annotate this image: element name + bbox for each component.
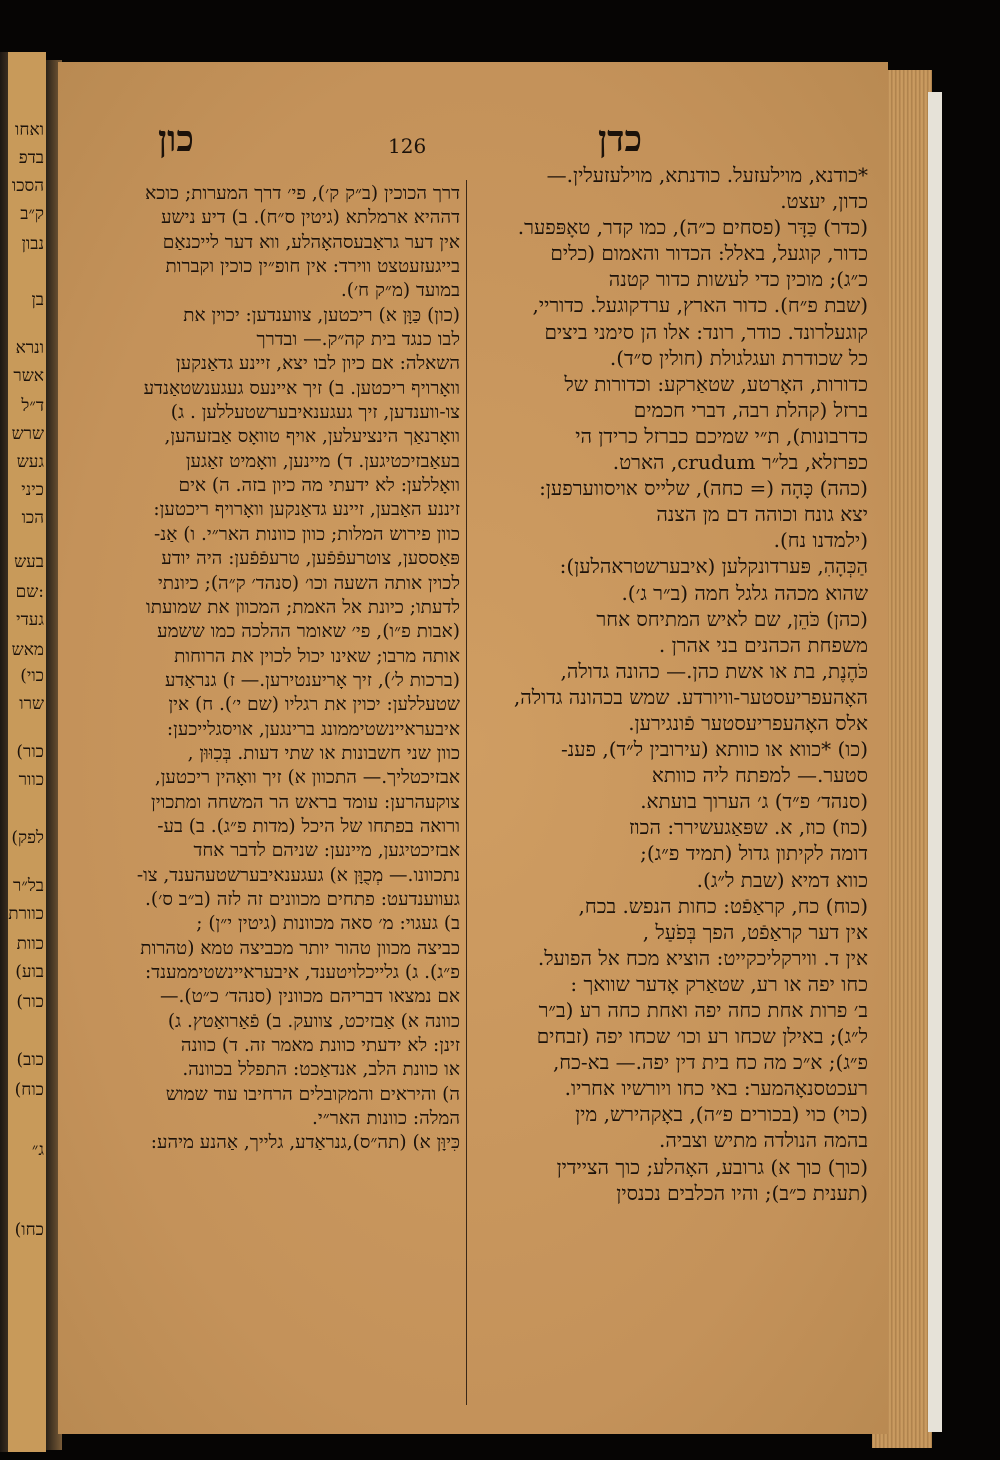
- previous-page-fragment: (כור: [16, 992, 44, 1012]
- text-line: (כון) כַּוָּן א) ריכטען, צווענדען: יכוין את: [183, 304, 460, 326]
- previous-page-fragment: הסכו: [11, 176, 44, 196]
- text-line: (כו) *כווא או כוותא (עירובין ל״ד), פענ-: [560, 737, 868, 762]
- right-column: [476, 162, 868, 1206]
- previous-page-fragment: ונרא: [15, 338, 44, 358]
- text-line: וואָרנאַך הינציעלען, אויף טוואָס אַבזעהען,: [164, 426, 460, 448]
- text-line: אותה מרבו; שאינו יכול לכוין את הרוחות: [174, 645, 460, 667]
- text-line: ברזל (קהלת רבה, דברי חכמים: [633, 397, 868, 422]
- text-line: כִּיוָּן א) (תה״ס),גנראַדע, גלייך, אַהנע מיהע:: [150, 1132, 460, 1154]
- text-line: (כהה) כָּהָה (= כחה), שלייס אויסווערפען:: [539, 476, 868, 501]
- text-line: דרך הכוכין (ב״ק ק׳), פי׳ דרך המערות; כוכא: [145, 183, 460, 204]
- text-line: *כודנא, מוילעזעל. כודנתא, מוילעזעלין.—: [546, 163, 868, 187]
- previous-page-fragment: ק״ב: [20, 204, 44, 224]
- previous-page-fragment: ג״: [31, 1140, 44, 1160]
- text-line: פּאַססען, צוטרעפֿפֿען, טרעפֿפֿען: היה יודע: [161, 548, 460, 570]
- text-line: משפחת הכהנים בני אהרן .: [658, 632, 868, 657]
- text-line: כביצה מכוון טהור יותר מכביצה טמא (טהרות: [140, 937, 460, 959]
- text-line: הַכְּהָהִ, פּערדונקלען (איבערשטראהלען):: [559, 554, 868, 579]
- previous-page-fragment: מאש: [11, 640, 44, 660]
- previous-page-fragment: ד״ל: [21, 396, 44, 416]
- text-line: המלה: כוונות האר״י.: [311, 1108, 460, 1130]
- previous-page-fragment: שרש: [11, 424, 44, 444]
- previous-page-fragment: בעש: [14, 552, 44, 572]
- text-line: אין ד. ווירקליכקייט: הוציא מכח אל הפועל.: [537, 945, 868, 970]
- previous-page-fragment: אשר: [13, 366, 44, 386]
- text-line: געווענדעט: פתחים מכוונים זה לזה (ב״ב ס׳).: [144, 888, 460, 910]
- text-line: וואָללען: לא ידעתי מה כיון בזה. ה) אים: [178, 475, 460, 497]
- text-line: (כדר) כַּדָּר (פסחים כ״ה), כמו קדר, טאָפּפער.: [517, 215, 868, 240]
- previous-page-fragment: (לפק: [11, 828, 44, 848]
- text-line: או כוונת הלב, אנדאַכט: התפלל בכוונה.: [182, 1059, 460, 1081]
- text-line: (ברכות ל׳), זיך אָריענטירען.— ז) גנראַדע: [164, 669, 460, 691]
- text-line: כווא דמיא (שבת ל״ג).: [696, 867, 868, 892]
- text-line: אבזיכטליך.— התכוון א) זיך וואָהין ריכטען,: [154, 767, 460, 789]
- previous-page-fragment: (כוי: [20, 666, 44, 686]
- text-line: רעכטסנאָהמער: באי כחו ויורשיו אחריו.: [564, 1076, 868, 1101]
- text-line: פ״ג); א״כ מה כח בית דין יפה.— בא-כח,: [552, 1050, 868, 1075]
- text-line: קוגעלרונד. כודר, רונד: אלו הן סימני ביצים: [544, 319, 868, 344]
- previous-page-fragment: כוור: [18, 770, 44, 790]
- text-line: איבעראיינשטיממונג ברינגען, אויסגלייכען:: [166, 718, 460, 740]
- text-line: (ילמדנו נח).: [773, 528, 868, 553]
- text-line: כוון שני חשבונות או שתי דעות. בְּכִוּוּן ,: [187, 742, 460, 764]
- text-line: (שבת פ״ח). כדור הארץ, ערדקוגעל. כדוריי,: [532, 293, 868, 318]
- text-line: אם נמצאו דבריהם מכוונין (סנהד׳ כ״ט).—: [160, 986, 460, 1008]
- text-line: סטער.— למפתח ליה כוותא: [651, 763, 868, 788]
- previous-page-fragment: בדפ: [18, 148, 44, 168]
- text-line: כֹּהֶנֶת, בת או אשת כהן.— כהונה גדולה,: [560, 658, 868, 683]
- right-running-head: כדן: [598, 118, 643, 160]
- text-line: (כוי) כוי (בכורים פ״ה), באָקהירש, מין: [575, 1102, 868, 1127]
- text-line: (כהן) כֹּהֵן, שם לאיש המתיחס אחר: [596, 606, 868, 631]
- previous-page-fragment: (בוע: [15, 962, 44, 982]
- previous-page-fragment: ואחו: [15, 120, 44, 140]
- text-line: בייגעזעטצט ווירד: אין חופ״ין כוכין וקברות: [165, 256, 460, 278]
- text-line: לדעתו; כיונת אל האמת; המכוון את שמועתו: [146, 596, 460, 618]
- text-line: שטעללען: יכוין את רגליו (שם י׳). ח) אין: [168, 694, 460, 716]
- book-cover-edge: [928, 92, 942, 1432]
- previous-page-fragment: בל״ר: [13, 876, 44, 896]
- text-line: (תענית כ״ב); והיו הכלבים נכנסין: [616, 1180, 868, 1205]
- previous-page-fragment: שם:: [15, 582, 44, 602]
- text-line: צוקעהרען: עומד בראש הר המשחה ומתכוין: [151, 791, 460, 813]
- text-line: צו-ווענדען, זיך געגענאיבערשטעללען . ג): [170, 402, 460, 424]
- text-line: כל שכודרת ועגלגולת (חולין ס״ד).: [609, 345, 868, 370]
- previous-page-fragment: (כוח: [14, 1080, 44, 1100]
- text-line: כחו יפה או רע, שטאַרק אָדער שוואך :: [570, 971, 868, 996]
- left-column: [72, 182, 460, 1156]
- text-line: (כוח) כח, קראַפֿט: כחות הנפש. בכח,: [578, 893, 868, 918]
- text-line: כדורות, האָרטע, שטאַרקע: וכדורות של: [564, 371, 868, 396]
- previous-page-fragment: הכו: [21, 508, 44, 528]
- text-line: כדור, קוגעל, באלל: הכדור והאמום (כלים: [550, 241, 868, 266]
- text-line: פ״ג). ג) גלייכלויטענד, איבעראיינשטיממענד:: [145, 962, 460, 983]
- text-line: האָהעפריעסטער-וויורדע. שמש בכהונה גדולה,: [513, 684, 868, 709]
- text-line: יצא גונח וכוהה דם מן הצנה: [656, 502, 868, 527]
- previous-page-fragment: (כחו: [14, 1220, 44, 1240]
- previous-page-fragment: (כור: [16, 742, 44, 762]
- text-line: (אבות פ״ו), פי׳ שאומר ההלכה כמו ששמע: [157, 621, 460, 643]
- previous-page-fragment: בן: [31, 290, 44, 310]
- text-line: אין דער קראַפֿט, הפך בְּפֹעַל ,: [642, 919, 868, 944]
- text-line: ל״ג); באילן שכחו רע וכו׳ שכחו יפה (זבחים: [536, 1024, 868, 1049]
- previous-page-strip: [0, 52, 46, 1452]
- text-line: במועד (מ״ק ח׳).: [340, 280, 460, 302]
- text-line: כדון, יעצט.: [780, 189, 868, 214]
- text-line: כפרזלא, בל״ר crudum, הארט.: [612, 450, 868, 475]
- text-line: ב׳ פרות אחת כחה יפה ואחת כחה רע (ב״ר: [538, 998, 868, 1022]
- previous-page-fragment: געדי: [16, 610, 44, 630]
- book-page: [58, 62, 888, 1434]
- text-line: כוונה א) אַבזיכט, צוועק. ב) פֿאַרואַטץ. ג): [167, 1010, 460, 1032]
- text-line: לבו כנגד בית קה״ק.— ובדרך: [256, 329, 460, 351]
- text-line: זינן: לא ידעתי כוונת מאמר זה. ד) כוונה: [180, 1035, 460, 1057]
- text-line: ורואה בפתחו של היכל (מדות פ״ג). ב) בע-: [157, 815, 460, 837]
- previous-page-fragment: געש: [16, 452, 44, 472]
- text-line: שהוא מכהה גלגל חמה (ב״ר ג׳).: [621, 580, 868, 605]
- text-line: בהמה הנולדה מתיש וצביה.: [659, 1128, 868, 1153]
- previous-page-fragment: (כוב: [16, 1050, 44, 1070]
- text-line: (כוך) כוך א) גרובע, האָהלע; כוך הציידין: [556, 1154, 868, 1179]
- text-line: כדרבונות), ת״י שמיכם כברזל כרידן הי: [575, 423, 868, 448]
- text-line: אין דער גראַבעסהאָהלע, ווא דער לייכנאַם: [162, 231, 460, 253]
- page-number: 126: [388, 134, 427, 158]
- previous-page-fragment: כיני: [21, 480, 44, 500]
- text-line: ה) והיראים והמקובלים הרחיבו עוד שמוש: [165, 1083, 460, 1105]
- text-line: ב) געגוי: מ׳ סאה מכוונות (גיטין י״ן) ;: [196, 913, 460, 935]
- previous-page-fragment: כוות: [16, 934, 44, 954]
- column-divider: [466, 180, 467, 1405]
- text-line: זיננע האַבען, זיינע גדאַנקען וואָרויף ריכטען:: [153, 499, 460, 521]
- text-line: בעאַבזיכטיגען. ד) מיינען, וואָמיט זאַגען: [185, 450, 460, 472]
- text-line: כ״ג); מוכין כדי לעשות כדור קטנה: [608, 267, 868, 292]
- text-line: דההיא ארמלתא (גיטין ס״ח). ב) דיע נישע: [161, 207, 460, 229]
- text-line: נתכוונו.— מְכֻוָּן א) געגענאיבערשטעהענד, צו-: [136, 864, 460, 886]
- previous-page-fragment: נבון: [21, 234, 44, 254]
- left-running-head: כון: [158, 118, 194, 160]
- previous-page-fragment: כוורת: [8, 904, 44, 924]
- text-line: דומה לקיתון גדול (תמיד פ״ג);: [640, 841, 868, 866]
- text-line: כוון פירוש המלות; כוון כוונות האר״י. ו) אַנ-: [153, 523, 460, 545]
- text-line: אלס האָהעפריעסטער פֿונגירען.: [628, 710, 868, 735]
- previous-page-fragment: שרו: [19, 694, 44, 714]
- text-line: (סנהד׳ פ״ד) ג׳ הערוך בועתא.: [640, 789, 868, 814]
- binding-edge: [0, 52, 8, 1452]
- text-line: אבזיכטיגען, מיינען: שניהם לדבר אחד: [193, 840, 460, 862]
- text-line: לכוין אותה השעה וכו׳ (סנהד׳ ק״ה); כיונתי: [157, 572, 460, 594]
- text-line: (כוז) כוז, א. שפּאַגעשירר: הכוז: [628, 815, 868, 840]
- text-line: השאלה: אם כיון לבו יצא, זיינע גדאַנקען: [175, 353, 460, 375]
- text-line: וואָרויף ריכטען. ב) זיך איינעס געגענשטאַנדע: [143, 377, 460, 399]
